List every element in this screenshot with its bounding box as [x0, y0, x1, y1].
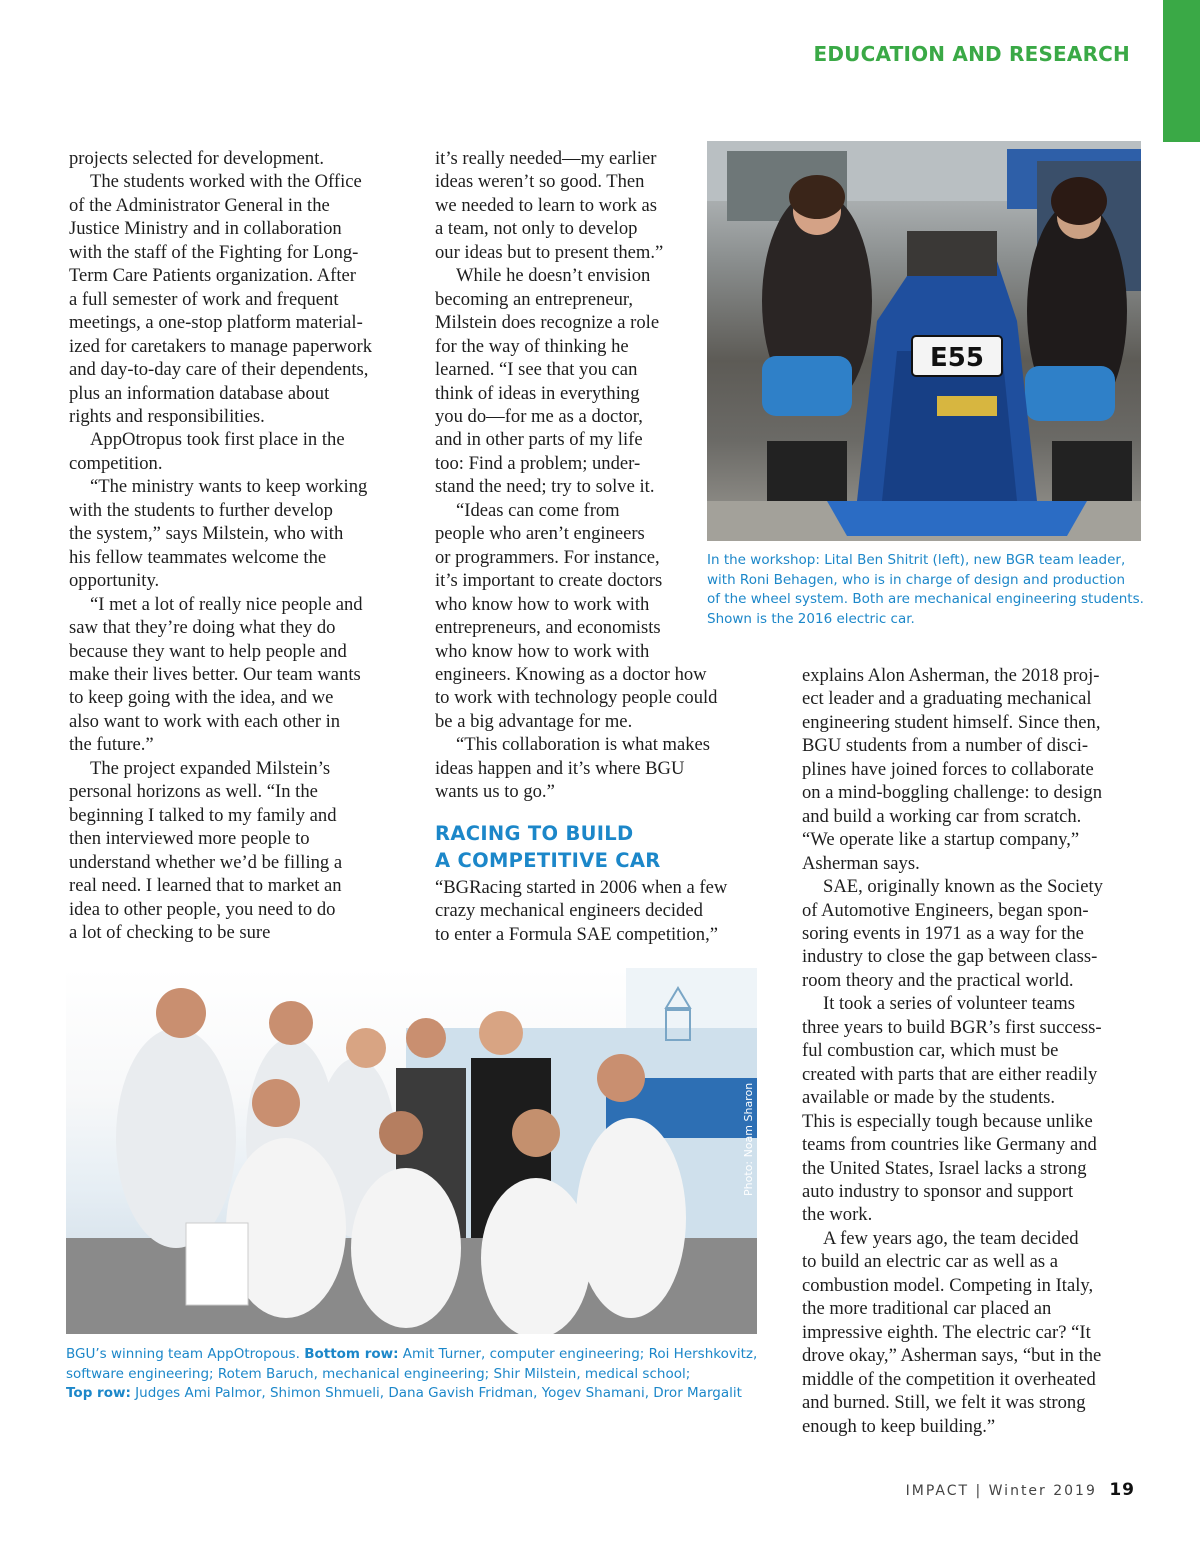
text-line: also want to work with each other in	[69, 710, 341, 732]
text-line: industry to close the gap between class-	[802, 946, 1098, 968]
text-line: A few years ago, the team decided	[823, 1227, 1079, 1249]
text-line: opportunity.	[69, 570, 160, 592]
publication-issue: IMPACT | Winter 2019	[905, 1483, 1097, 1499]
text-line: projects selected for development.	[69, 148, 325, 169]
text-line: ideas weren’t so good. Then	[435, 171, 645, 193]
text-line: “I met a lot of really nice people and	[90, 593, 363, 615]
text-line: It took a series of volunteer teams	[823, 993, 1075, 1015]
text-line: AppOtropus took first place in the	[90, 429, 345, 451]
text-line: combustion model. Competing in Italy,	[802, 1274, 1094, 1296]
text-line: and build a working car from scratch.	[802, 805, 1082, 827]
text-line: we needed to learn to work as	[435, 194, 658, 216]
caption-text: Amit Turner, computer engineering; Roi Hershkovitz,	[398, 1346, 758, 1362]
page-number: 19	[1109, 1480, 1135, 1500]
text-line: BGU students from a number of disci-	[802, 735, 1089, 757]
text-line: crazy mechanical engineers decided	[435, 900, 703, 922]
text-line: plines have joined forces to collaborate	[802, 758, 1094, 780]
text-line: the future.”	[69, 734, 154, 756]
text-line: idea to other people, you need to do	[69, 898, 336, 920]
text-line: the system,” says Milstein, who with	[69, 523, 344, 545]
text-line: of the Administrator General in the	[69, 194, 330, 216]
text-line: and day-to-day care of their dependents,	[69, 359, 369, 381]
text-line: This is especially tough because unlike	[802, 1110, 1093, 1132]
text-line: who know how to work with	[435, 640, 650, 662]
text-line: a full semester of work and frequent	[69, 288, 339, 310]
workshop-photo-caption	[707, 551, 1144, 629]
text-line: “This collaboration is what makes	[456, 734, 711, 756]
caption-line: In the workshop: Lital Ben Shitrit (left), new BGR team leader,	[707, 552, 1126, 568]
text-line: middle of the competition it overheated	[802, 1368, 1096, 1390]
text-line: Term Care Patients organization. After	[69, 265, 356, 287]
team-photo-caption	[66, 1345, 757, 1404]
text-line: to keep going with the idea, and we	[69, 687, 334, 709]
text-line: engineers. Knowing as a doctor how	[435, 663, 707, 685]
text-line: it’s really needed—my earlier	[435, 148, 657, 169]
text-line: three years to build BGR’s first success-	[802, 1016, 1102, 1038]
text-line: teams from countries like Germany and	[802, 1134, 1097, 1156]
text-line: with the students to further develop	[69, 499, 333, 521]
workshop-photo	[707, 141, 1141, 541]
text-line: to enter a Formula SAE competition,”	[435, 923, 718, 945]
text-line: “We operate like a startup company,”	[802, 829, 1080, 851]
text-line: auto industry to sponsor and support	[802, 1180, 1074, 1202]
text-line: the United States, Israel lacks a strong	[802, 1157, 1087, 1179]
text-line: on a mind-boggling challenge: to design	[802, 782, 1103, 804]
team-illustration	[66, 968, 757, 1334]
text-line: stand the need; try to solve it.	[435, 476, 655, 498]
text-line: drove okay,” Asherman says, “but in the	[802, 1345, 1102, 1367]
text-line: the work.	[802, 1204, 873, 1226]
text-line: who know how to work with	[435, 593, 650, 615]
workshop-illustration	[707, 141, 1141, 541]
car-number: E55	[930, 343, 984, 373]
text-line: with the staff of the Fighting for Long-	[69, 241, 359, 263]
text-line: “Ideas can come from	[456, 499, 620, 521]
text-line: competition.	[69, 452, 163, 474]
text-line: then interviewed more people to	[69, 828, 310, 850]
caption-line	[66, 1345, 757, 1365]
text-line: a lot of checking to be sure	[69, 921, 271, 943]
text-line: enough to keep building.”	[802, 1415, 996, 1437]
text-line: saw that they’re doing what they do	[69, 617, 336, 639]
photo-credit: Photo: Noam Sharon	[742, 1082, 755, 1196]
text-line: Justice Ministry and in collaboration	[69, 218, 342, 240]
text-line: or programmers. For instance,	[435, 546, 660, 568]
text-line: explains Alon Asherman, the 2018 proj-	[802, 665, 1100, 686]
text-line: be a big advantage for me.	[435, 710, 633, 732]
article-column-3	[802, 664, 1142, 1438]
text-line: for the way of thinking he	[435, 335, 629, 357]
subhead-line: RACING TO BUILD	[435, 821, 634, 845]
text-line: beginning I talked to my family and	[69, 804, 337, 826]
caption-line	[66, 1384, 757, 1404]
text-line: to build an electric car as well as a	[802, 1251, 1059, 1273]
text-line: Milstein does recognize a role	[435, 312, 660, 334]
text-line: because they want to help people and	[69, 640, 347, 662]
text-line: Asherman says.	[802, 852, 920, 874]
article-column-1	[69, 147, 409, 944]
caption-text: BGU’s winning team AppOtropous.	[66, 1346, 305, 1362]
caption-line: Shown is the 2016 electric car.	[707, 610, 915, 627]
team-photo	[66, 968, 757, 1334]
text-line: impressive eighth. The electric car? “It	[802, 1321, 1091, 1343]
text-line: plus an information database about	[69, 382, 330, 404]
text-line: meetings, a one-stop platform material-	[69, 312, 363, 334]
text-line: SAE, originally known as the Society	[823, 876, 1103, 898]
text-line: too: Find a problem; under-	[435, 452, 641, 474]
text-line: learned. “I see that you can	[435, 359, 638, 381]
text-line: ful combustion car, which must be	[802, 1040, 1059, 1062]
text-line: of Automotive Engineers, began spon-	[802, 899, 1089, 921]
text-line: our ideas but to present them.”	[435, 241, 664, 263]
caption-line: with Roni Behagen, who is in charge of design and production	[707, 571, 1126, 588]
text-line: wants us to go.”	[435, 781, 555, 803]
text-line: The project expanded Milstein’s	[90, 757, 331, 779]
caption-bold-label: Bottom row:	[304, 1346, 399, 1362]
text-line: engineering student himself. Since then,	[802, 711, 1101, 733]
text-line: the more traditional car placed an	[802, 1298, 1052, 1320]
caption-line: of the wheel system. Both are mechanical engineering students.	[707, 591, 1144, 607]
text-line: “BGRacing started in 2006 when a few	[435, 876, 728, 898]
text-line: it’s important to create doctors	[435, 570, 663, 592]
section-header: EDUCATION AND RESEARCH	[813, 42, 1130, 66]
text-line: and burned. Still, we felt it was strong	[802, 1392, 1086, 1414]
subhead	[435, 820, 765, 874]
text-line: people who aren’t engineers	[435, 523, 645, 545]
section-color-tab	[1163, 0, 1200, 142]
text-line: think of ideas in everything	[435, 382, 640, 404]
caption-text: Judges Ami Palmor, Shimon Shmueli, Dana Gavish Fridman, Yogev Shamani, Dror Margalit	[130, 1385, 742, 1401]
text-line: entrepreneurs, and economists	[435, 617, 661, 639]
caption-bold-label: Top row:	[66, 1385, 131, 1401]
text-line: “The ministry wants to keep working	[90, 476, 368, 498]
caption-line: software engineering; Rotem Baruch, mechanical engineering; Shir Milstein, medical school;	[66, 1365, 691, 1382]
text-line: ized for caretakers to manage paperwork	[69, 335, 373, 357]
text-line: room theory and the practical world.	[802, 969, 1074, 991]
text-line: understand whether we’d be filling a	[69, 851, 343, 873]
text-line: While he doesn’t envision	[456, 265, 651, 287]
text-line: to work with technology people could	[435, 687, 718, 709]
text-line: personal horizons as well. “In the	[69, 781, 318, 803]
text-line: created with parts that are either readily	[802, 1063, 1098, 1085]
subhead-line: A COMPETITIVE CAR	[435, 848, 661, 872]
text-line: and in other parts of my life	[435, 429, 643, 451]
text-line: real need. I learned that to market an	[69, 875, 342, 897]
text-line: a team, not only to develop	[435, 218, 638, 240]
text-line: you do—for me as a doctor,	[435, 405, 643, 427]
text-line: rights and responsibilities.	[69, 405, 265, 427]
text-line: his fellow teammates welcome the	[69, 546, 327, 568]
text-line: becoming an entrepreneur,	[435, 288, 634, 310]
text-line: make their lives better. Our team wants	[69, 663, 361, 685]
text-line: available or made by the students.	[802, 1087, 1056, 1109]
text-line: ideas happen and it’s where BGU	[435, 757, 685, 779]
page-footer	[906, 1480, 1135, 1500]
text-line: The students worked with the Office	[90, 171, 362, 193]
text-line: ect leader and a graduating mechanical	[802, 688, 1092, 710]
text-line: soring events in 1971 as a way for the	[802, 922, 1084, 944]
